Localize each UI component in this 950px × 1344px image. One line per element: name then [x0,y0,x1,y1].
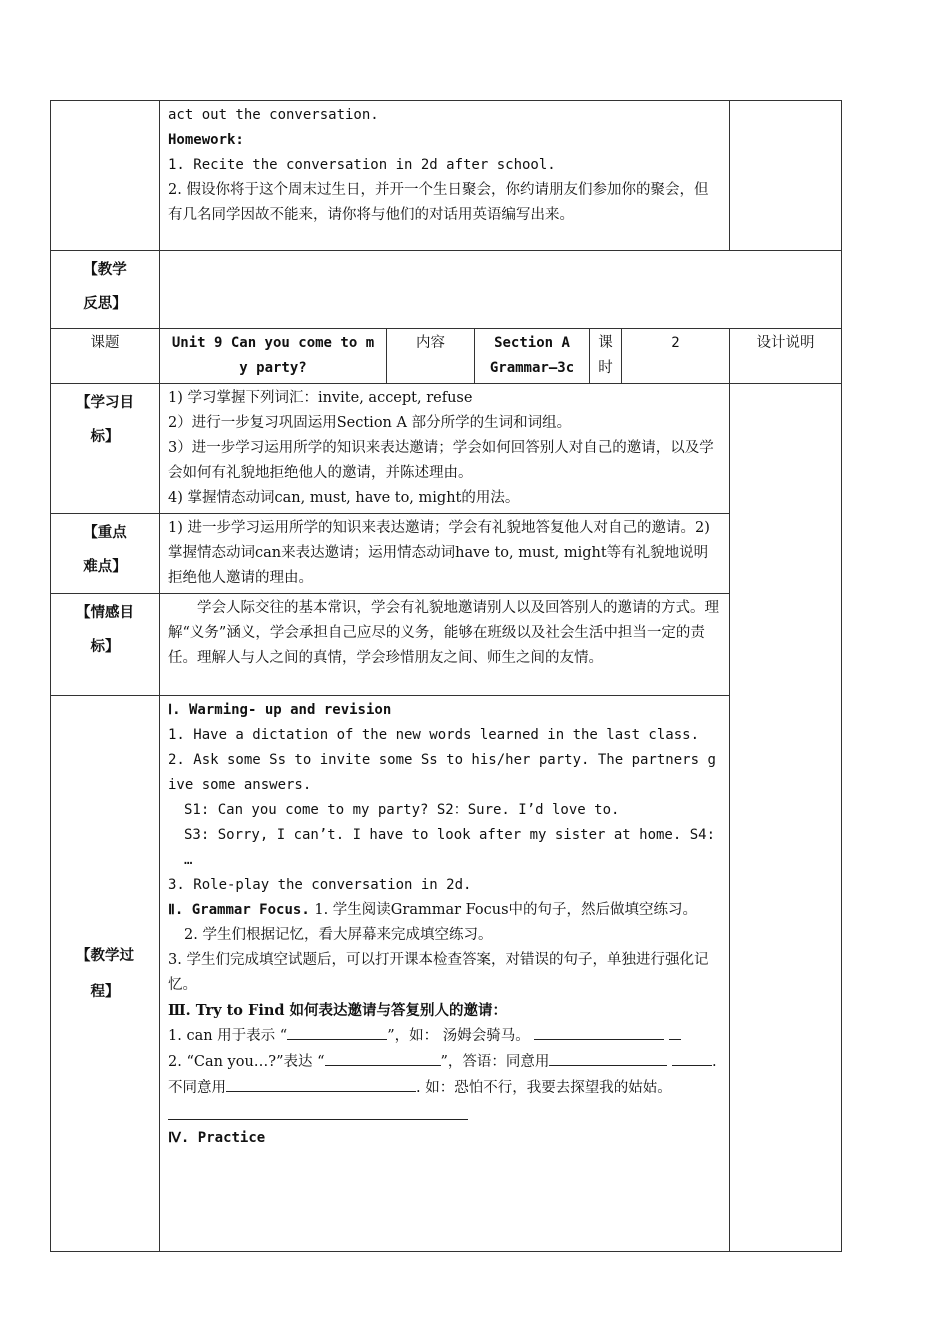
design-notes-column [730,384,842,1252]
goal-item: 3）进一步学习运用所学的知识来表达邀请；学会如何回答别人对自己的邀请，以及学会如何有礼貌地拒绝他人的邀请，并陈述理由。 [168,440,714,481]
reflection-content [160,251,842,329]
homework-item-1: 1. Recite the conversation in 2d after school. [168,157,556,173]
goals-label: 【学习目 标】 [51,384,160,514]
process-row [51,696,842,1252]
blank-line [226,1075,416,1092]
empty-label-cell [51,101,160,251]
blank-line [549,1049,667,1066]
s2-line: 2. 学生们根据记忆，看大屏幕来完成填空练习。 [184,927,493,943]
s1-dialogue: S3: Sorry, I can’t. I have to look after my sister at home. S4: … [184,827,716,868]
section-2-line [168,898,721,923]
section-1-title: Ⅰ. Warming- up and revision [168,702,392,718]
period-label: 课 时 [590,329,622,384]
s2-line-1: 1. 学生阅读Grammar Focus中的句子，然后做填空练习。 [309,902,698,918]
goal-item: 2）进行一步复习巩固运用Section A 部分所学的生词和词组。 [168,415,572,431]
homework-row [51,101,842,251]
section-4-title: Ⅳ. Practice [168,1130,266,1146]
design-notes-label: 设计说明 [730,329,842,384]
fill-blank-1: 1. can 用于表示 “ ”，如： 汤姆会骑马。 [168,1023,721,1049]
topic-label: 课题 [51,329,160,384]
key-points-label: 【重点 难点】 [51,514,160,594]
goals-content [160,384,730,514]
section-3-title: Ⅲ. Try to Find 如何表达邀请与答复别人的邀请： [168,1002,508,1019]
content-value: Section A Grammar—3c [475,329,590,384]
goal-item: 4) 掌握情态动词can, must, have to, might的用法。 [168,490,520,506]
blank-line [669,1023,681,1040]
key-points-content: 1) 进一步学习运用所学的知识来表达邀请；学会有礼貌地答复他人对自己的邀请。2) 掌握情态动词can来表达邀请；运用情态动词have to, must, might等有礼貌地说明拒绝他人邀请的理由。 [160,514,730,594]
blank-line [672,1049,712,1066]
s1-line: 2. Ask some Ss to invite some Ss to his/her party. The partners give some answers. [168,752,716,793]
answer-underline [168,1109,468,1120]
goals-row [51,384,842,514]
design-notes-cell [730,101,842,251]
section-2-title: Ⅱ. Grammar Focus. [168,902,310,918]
topic-value: Unit 9 Can you come to my party? [160,329,387,384]
blank-line [325,1049,441,1066]
process-label: 【教学过 程】 [51,696,160,1252]
emotion-label: 【情感目 标】 [51,594,160,696]
emotion-content: 学会人际交往的基本常识，学会有礼貌地邀请别人以及回答别人的邀请的方式。理解“义务”涵义，学会承担自己应尽的义务，能够在班级以及社会生活中担当一定的责任。理解人与人之间的真情，学会珍惜朋友之间、师生之间的友情。 [160,594,730,696]
process-content [160,696,730,1252]
act-out-line: act out the conversation. [168,107,379,123]
content-label: 内容 [387,329,475,384]
lesson-plan-table [50,100,842,1252]
header-row [51,329,842,384]
reflection-row [51,251,842,329]
fill-blank-3: 不同意用 . 如：恐怕不行，我要去探望我的姑姑。 [168,1075,721,1101]
blank-line [534,1023,664,1040]
homework-item-2: 2. 假设你将于这个周末过生日，并开一个生日聚会，你约请朋友们参加你的聚会，但有几名同学因故不能来，请你将与他们的对话用英语编写出来。 [168,182,709,223]
s2-line: 3. 学生们完成填空试题后，可以打开课本检查答案，对错误的句子，单独进行强化记忆。 [168,952,709,993]
s1-line: 1. Have a dictation of the new words learned in the last class. [168,727,700,743]
homework-label: Homework: [168,132,244,148]
emotion-row [51,594,842,696]
goal-item: 1) 学习掌握下列词汇：invite, accept, refuse [168,390,473,406]
period-value: 2 [622,329,730,384]
fill-blank-2: 2. “Can you…?”表达 “ ”，答语：同意用 . [168,1049,721,1075]
s1-dialogue: S1: Can you come to my party? S2：Sure. I’d love to. [184,802,620,818]
s1-line: 3. Role-play the conversation in 2d. [168,877,472,893]
reflection-label: 【教学 反思】 [51,251,160,329]
blank-line [287,1023,387,1040]
homework-cell [160,101,730,251]
key-points-row [51,514,842,594]
